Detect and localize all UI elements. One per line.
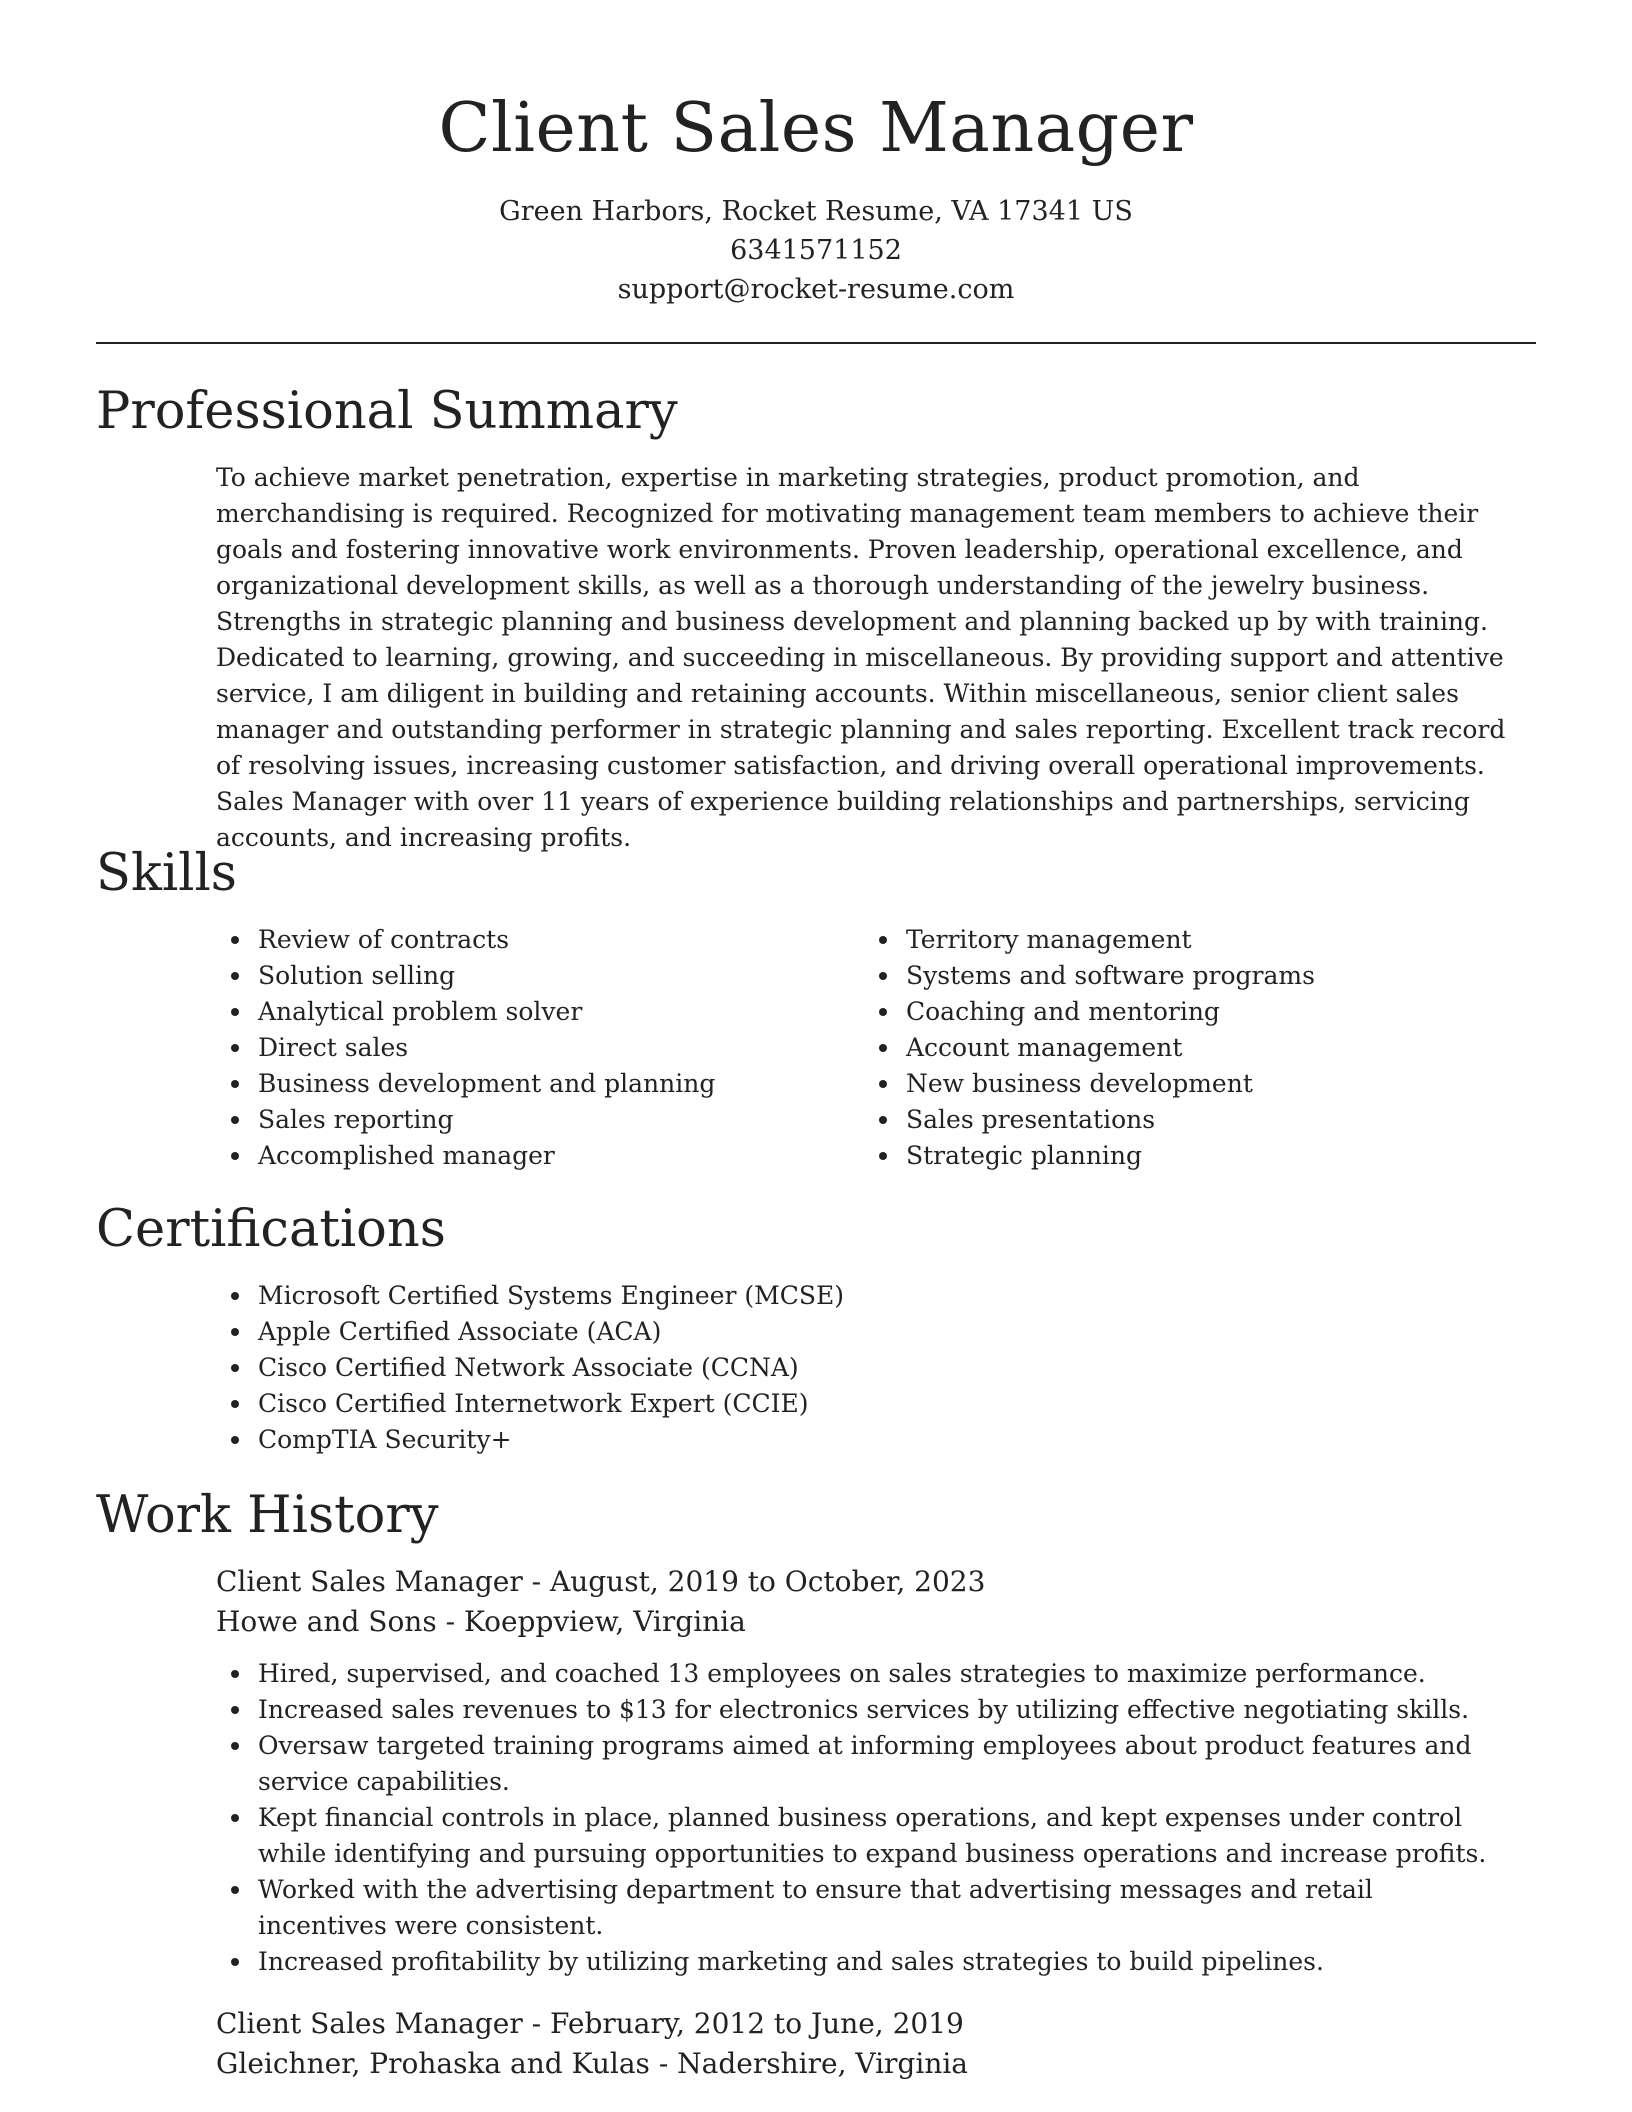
list-item: Cisco Certified Internetwork Expert (CCIE) xyxy=(258,1386,1458,1422)
list-item: Worked with the advertising department to ensure that advertising messages and retail incentives were consistent. xyxy=(258,1872,1508,1944)
summary-heading: Professional Summary xyxy=(96,382,678,441)
list-item: New business development xyxy=(906,1066,1526,1102)
list-item: Systems and software programs xyxy=(906,958,1526,994)
certifications-list xyxy=(258,1278,1458,1458)
contact-email: support@rocket-resume.com xyxy=(617,274,1015,305)
list-item: CompTIA Security+ xyxy=(258,1422,1458,1458)
list-item: Territory management xyxy=(906,922,1526,958)
list-item: Microsoft Certified Systems Engineer (MCSE) xyxy=(258,1278,1458,1314)
list-item: Oversaw targeted training programs aimed at informing employees about product features and service capabilities. xyxy=(258,1728,1508,1800)
header-divider xyxy=(96,342,1536,344)
certifications-heading: Certifications xyxy=(96,1200,446,1259)
work-history-heading: Work History xyxy=(96,1486,439,1545)
contact-address: Green Harbors, Rocket Resume, VA 17341 US xyxy=(499,196,1133,227)
list-item: Kept financial controls in place, planned business operations, and kept expenses under control while identifying and pursuing opportunities to expand business operations and increase profits. xyxy=(258,1800,1508,1872)
list-item: Review of contracts xyxy=(258,922,878,958)
list-item: Apple Certified Associate (ACA) xyxy=(258,1314,1458,1350)
list-item: Sales presentations xyxy=(906,1102,1526,1138)
list-item: Hired, supervised, and coached 13 employees on sales strategies to maximize performance. xyxy=(258,1656,1508,1692)
list-item: Accomplished manager xyxy=(258,1138,878,1174)
list-item: Cisco Certified Network Associate (CCNA) xyxy=(258,1350,1458,1386)
list-item: Coaching and mentoring xyxy=(906,994,1526,1030)
list-item: Analytical problem solver xyxy=(258,994,878,1030)
list-item: Sales reporting xyxy=(258,1102,878,1138)
contact-phone: 6341571152 xyxy=(730,235,902,266)
contact-block xyxy=(96,192,1536,309)
list-item: Direct sales xyxy=(258,1030,878,1066)
list-item: Business development and planning xyxy=(258,1066,878,1102)
list-item: Increased sales revenues to $13 for electronics services by utilizing effective negotiating skills. xyxy=(258,1692,1508,1728)
resume-title: Client Sales Manager xyxy=(438,89,1194,168)
skills-list-left xyxy=(258,922,878,1174)
list-item: Account management xyxy=(906,1030,1526,1066)
list-item: Increased profitability by utilizing marketing and sales strategies to build pipelines. xyxy=(258,1944,1508,1980)
skills-list-right xyxy=(906,922,1526,1174)
job-title-line: Client Sales Manager - February, 2012 to June, 2019 xyxy=(216,2007,964,2040)
job-company-line: Gleichner, Prohaska and Kulas - Nadershire, Virginia xyxy=(216,2047,968,2080)
job-bullets xyxy=(258,1656,1508,1980)
job-title-line: Client Sales Manager - August, 2019 to October, 2023 xyxy=(216,1565,986,1598)
skills-heading: Skills xyxy=(96,844,237,903)
job-company-line: Howe and Sons - Koeppview, Virginia xyxy=(216,1605,746,1638)
list-item: Strategic planning xyxy=(906,1138,1526,1174)
summary-text: To achieve market penetration, expertise in marketing strategies, product promotion, and merchandising is required. Recognized for motivating management team members to achieve their goals and fostering innovative work environments. Proven leadership, operational excellence, and organizational development skills, as well as a thorough understanding of the jewelry business. Strengths in strategic planning and business development and planning backed up by with training. Dedicated to learning, growing, and succeeding in miscellaneous. By providing support and attentive service, I am diligent in building and retaining accounts. Within miscellaneous, senior client sales manager and outstanding performer in strategic planning and sales reporting. Excellent track record of resolving issues, increasing customer satisfaction, and driving overall operational improvements. Sales Manager with over 11 years of experience building relationships and partnerships, servicing accounts, and increasing profits. xyxy=(216,463,1506,852)
list-item: Solution selling xyxy=(258,958,878,994)
